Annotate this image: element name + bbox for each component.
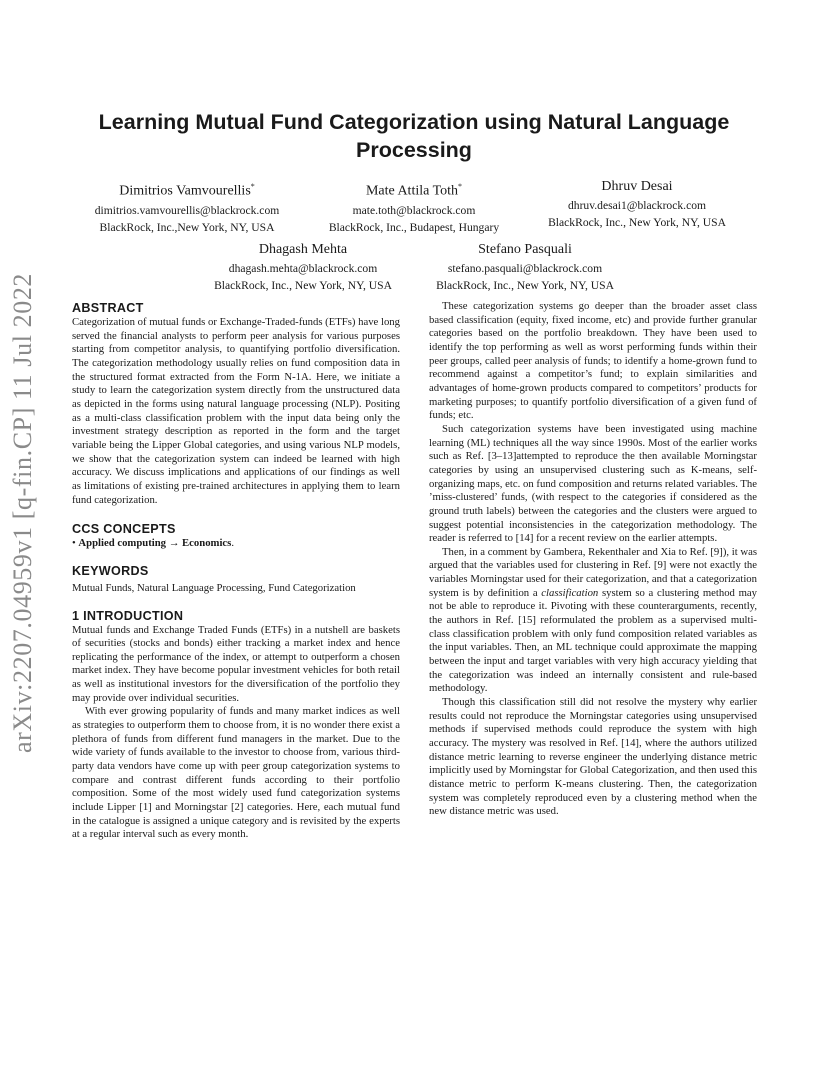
author-block (522, 177, 752, 231)
right-column (429, 300, 757, 819)
author-affiliation: BlackRock, Inc., New York, NY, USA (436, 279, 614, 292)
abstract-text: Categorization of mutual funds or Exchange-Traded-funds (ETFs) have long served the financial analysts to perform peer analysis for various purposes starting from competitor analysis, to quantifying portfolio diversification. The categorization methodology usually relies on fund composition data in the structured format extracted from the Form N-1A. Here, we initiate a study to learn the categorization system directly from the unstructured data as depicted in the forms using natural language processing (NLP). Positing as a multi-class classification problem with the input data being only the investment strategy description as reported in the form and the target variable being the Lipper Global categories, and using various NLP models, we show that the categorization system can indeed be learned with high accuracy. We discuss implications and applications of our findings as well as limitations of existing pre-trained architectures in applying them to learn fund categorization. (72, 316, 400, 506)
author-name: Dhagash Mehta (258, 242, 348, 257)
author-email: mate.toth@blackrock.com (352, 203, 476, 217)
introduction-heading: 1 INTRODUCTION (72, 608, 184, 623)
author-block (410, 240, 640, 294)
body-paragraph: These categorization systems go deeper than the broader asset class based classification (equity, fixed income, etc) and provide further granular categories based on the portfolio breakdown. They have been used to identify the top performing as well as worst performing funds within their peer groups, called peer analysis of funds; to identify a home-grown fund to recommend against a competitor’s fund; to explain similarities and advantages of home-grown products compared to competitors’ products for marketing purposes; to quantify portfolio diversification of a given fund of funds; etc. (429, 300, 757, 422)
author-affiliation: BlackRock, Inc.,New York, NY, USA (99, 220, 275, 234)
author-name: Mate Attila Toth* (365, 182, 463, 199)
body-paragraph: Though this classification still did not resolve the mystery why earlier results could not reproduce the Morningstar categories using unsupervised methods if supervised methods could reproduce the system with high accuracy. The mystery was resolved in Ref. [14], where the authors utilized distance metric learning to reverse engineer the underlying distance metric implicitly used by Morningstar for Global Categorization, and then used this distance metric to perform K-means clustering. Then, the categorization system was completely reproduced even by a clustering method when the new distance metric was used. (429, 696, 757, 818)
author-email: stefano.pasquali@blackrock.com (447, 262, 603, 275)
author-affiliation: BlackRock, Inc., New York, NY, USA (214, 279, 392, 292)
author-name: Stefano Pasquali (478, 242, 572, 257)
author-block (72, 177, 302, 236)
author-email: dhagash.mehta@blackrock.com (228, 262, 378, 275)
left-column (72, 300, 400, 842)
keywords-text: Mutual Funds, Natural Language Processing, Fund Categorization (72, 581, 356, 594)
intro-paragraph: With ever growing popularity of funds and many market indices as well as strategies to outperform them to choose from, it is no wonder there exist a plethora of funds from different fund managers in the market. Due to the wide variety of funds available to the investor to choose from, various third-party data vendors have come up with peer group categorization systems to compare and contrast different funds according to their portfolio composition. Some of the most widely used fund categorization systems include Lipper [1] and Morningstar [2] categories. Here, each mutual fund in the catalogue is assigned a unique category and is revisited by the experts at a regular interval such as every month. (72, 705, 400, 841)
author-email: dhruv.desai1@blackrock.com (567, 199, 707, 212)
author-affiliation: BlackRock, Inc., Budapest, Hungary (328, 220, 500, 234)
author-name: Dhruv Desai (601, 179, 673, 194)
body-paragraph: Then, in a comment by Gambera, Rekenthaler and Xia to Ref. [9]), it was argued that the variables used for clustering in Ref. [9] were not exactly the variables Morningstar used for their categorization, and that a categorization system is by definition a classification system so a clustering method may not be able to reproduce it. Pivoting with these counterarguments, recently, the authors in Ref. [15] reformulated the problem as a supervised multi-class classification problem with only fund composition related variables as the input variables. Then, an ML technique could approximate the mapping between the input and target variables with very high accuracy yielding that the categorization was indeed an internally consistent and rule-based methodology. (429, 545, 757, 695)
author-block (299, 177, 529, 236)
ccs-heading: CCS CONCEPTS (72, 522, 176, 537)
intro-paragraph: Mutual funds and Exchange Traded Funds (ETFs) in a nutshell are baskets of securities (stocks and bonds) either tracking a market index and hence replicating the performance of the index, or attempt to outperform a chosen market index. They have become popular investment vehicles for both retail as well as institutional investors for the diversification of the portfolio they may provide over individual securities. (72, 623, 400, 704)
keywords-heading: KEYWORDS (72, 563, 149, 578)
author-name: Dimitrios Vamvourellis* (119, 182, 255, 199)
author-affiliation: BlackRock, Inc., New York, NY, USA (548, 216, 726, 229)
body-paragraph: Such categorization systems have been investigated using machine learning (ML) techniques all the way since 1990s. Most of the earlier works such as Ref. [3–13]attempted to reproduce the then available Morningstar categories by using an unsupervised clustering such as K-means, self-organizing maps, etc. on fund composition and returns related variables. The ’miss-clustered’ funds, (with respect to the categories if considered as the ground truth labels) between the categories and the clusters were argued to suggest potential inconsistencies in the categorization methodology. The reader is referred to [14] for a recent review on the earlier attempts. (429, 422, 757, 545)
ccs-item: • Applied computing → Economics. (72, 537, 235, 550)
arxiv-identifier-text: arXiv:2207.04959v1 [q-fin.CP] 11 Jul 2022 (8, 272, 37, 754)
author-email: dimitrios.vamvourellis@blackrock.com (94, 203, 280, 217)
abstract-heading: ABSTRACT (72, 301, 144, 315)
author-block (188, 240, 418, 294)
arxiv-identifier (3, 248, 43, 778)
paper-title: Learning Mutual Fund Categorization using Natural Language Processing (98, 110, 730, 162)
